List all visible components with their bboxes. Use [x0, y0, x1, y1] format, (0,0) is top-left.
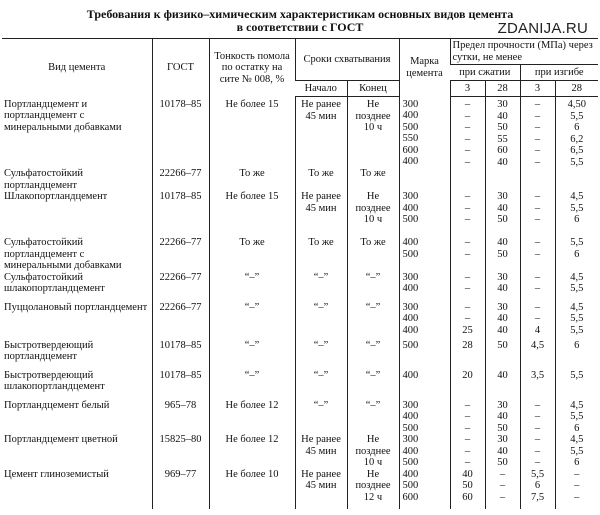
bending-3-cell: 3,5	[520, 370, 555, 400]
bending-28-cell: 4,50 5,5 6 6,2 6,5 5,5	[555, 97, 598, 169]
bending-3-cell: – – –	[520, 400, 555, 435]
grade-cell: 300 400 500	[399, 434, 450, 469]
grade-cell: 500	[399, 340, 450, 370]
gost-cell: 22266–77	[152, 302, 209, 340]
bending-3-cell: – – –	[520, 434, 555, 469]
compression-3-cell: – – –	[450, 191, 485, 237]
table-row	[2, 469, 598, 509]
compression-28-cell: 40 50	[485, 237, 520, 272]
compression-28-cell	[485, 168, 520, 191]
bending-28-cell: 4,5 5,5 6	[555, 191, 598, 237]
fineness-cell: То же	[209, 168, 295, 191]
compression-3-cell: – – –	[450, 434, 485, 469]
compression-28-cell: 50	[485, 340, 520, 370]
cement-type-cell: Быстротвердеющий шлакопортландцемент	[4, 369, 105, 392]
bending-28-cell: 5,5	[555, 370, 598, 400]
grade-cell: 300 400 500	[399, 400, 450, 435]
grade-cell: 300 400	[399, 272, 450, 302]
setting-end-cell: Не позднее 10 ч	[347, 97, 399, 169]
fineness-cell: “–”	[209, 340, 295, 370]
gost-cell: 15825–80	[152, 434, 209, 469]
grade-cell: 300 400 500 550 600 400	[399, 97, 450, 169]
table-row	[2, 191, 598, 237]
cement-type-cell: Сульфатостойкий шлакопортландцемент	[4, 271, 105, 294]
gost-cell: 10178–85	[152, 191, 209, 237]
bending-28-cell: 4,5 5,5 5,5	[555, 302, 598, 340]
cement-type-cell: Пуццолановый портландцемент	[4, 301, 148, 313]
bending-3-cell: – –	[520, 237, 555, 272]
setting-start-cell: То же	[295, 237, 347, 272]
watermark: ZDANIJA.RU	[497, 20, 588, 37]
fineness-cell: То же	[209, 237, 295, 272]
header-setting: Сроки схватывания	[295, 39, 399, 81]
header-bending-28: 28	[555, 81, 598, 97]
bending-3-cell: 5,5 6 7,5	[520, 469, 555, 509]
setting-end-cell: То же	[347, 168, 399, 191]
header-bending-3: 3	[520, 81, 555, 97]
table-row	[2, 168, 598, 191]
setting-end-cell: Не позднее 12 ч	[347, 469, 399, 509]
setting-start-cell: “–”	[295, 340, 347, 370]
compression-3-cell: – –	[450, 237, 485, 272]
grade-cell: 400	[399, 370, 450, 400]
cement-requirements-table	[2, 38, 598, 509]
table-row	[2, 400, 598, 435]
table-row	[2, 237, 598, 272]
gost-cell: 969–77	[152, 469, 209, 509]
header-strength: Предел прочности (МПа) через сутки, не менее	[450, 39, 598, 65]
fineness-cell: Не более 15	[209, 97, 295, 169]
grade-cell: 400 500 600	[399, 469, 450, 509]
grade-cell: 400 500	[399, 237, 450, 272]
gost-cell: 10178–85	[152, 370, 209, 400]
compression-28-cell: – – –	[485, 469, 520, 509]
compression-28-cell: 30 40 50	[485, 400, 520, 435]
compression-28-cell: 30 40	[485, 272, 520, 302]
header-grade: Марка цемента	[399, 39, 450, 97]
table-title-line2: в соответствии с ГОСТ	[236, 20, 364, 34]
compression-3-cell: 20	[450, 370, 485, 400]
fineness-cell: Не более 10	[209, 469, 295, 509]
compression-28-cell: 30 40 50 55 60 40	[485, 97, 520, 169]
bending-28-cell: 5,5 6	[555, 237, 598, 272]
bending-28-cell: 6	[555, 340, 598, 370]
setting-end-cell: “–”	[347, 272, 399, 302]
header-setting-start: Начало	[295, 81, 347, 97]
table-row	[2, 370, 598, 400]
bending-28-cell	[555, 168, 598, 191]
compression-3-cell	[450, 168, 485, 191]
gost-cell: 22266–77	[152, 168, 209, 191]
header-fineness: Тонкость помола по остатку на сите № 008, %	[209, 39, 295, 97]
fineness-cell: “–”	[209, 302, 295, 340]
cement-type-cell: Сульфатостойкий портландцемент с минеральными добавками	[4, 237, 122, 271]
cement-type-cell: Сульфатостойкий портландцемент	[4, 168, 84, 191]
header-compression: при сжатии	[450, 65, 520, 81]
compression-3-cell: 28	[450, 340, 485, 370]
bending-28-cell: 4,5 5,5 6	[555, 434, 598, 469]
compression-28-cell: 30 40 40	[485, 302, 520, 340]
bending-28-cell: 4,5 5,5	[555, 272, 598, 302]
header-gost: ГОСТ	[152, 39, 209, 97]
bending-3-cell: – – – – – –	[520, 97, 555, 169]
setting-start-cell: Не ранее 45 мин	[295, 97, 347, 169]
compression-3-cell: – – – – – –	[450, 97, 485, 169]
bending-28-cell: 4,5 5,5 6	[555, 400, 598, 435]
fineness-cell: Не более 12	[209, 400, 295, 435]
cement-type-cell: Быстротвердеющий портландцемент	[4, 339, 94, 362]
grade-cell	[399, 168, 450, 191]
setting-end-cell: Не позднее 10 ч	[347, 434, 399, 469]
table-row	[2, 302, 598, 340]
fineness-cell: Не более 15	[209, 191, 295, 237]
fineness-cell: Не более 12	[209, 434, 295, 469]
gost-cell: 965–78	[152, 400, 209, 435]
setting-start-cell: Не ранее 45 мин	[295, 434, 347, 469]
setting-start-cell: Не ранее 45 мин	[295, 469, 347, 509]
cement-type-cell: Портландцемент и портландцемент с минеральными добавками	[4, 98, 122, 133]
cement-type-cell: Портландцемент белый	[4, 399, 110, 411]
cement-type-cell: Шлакопортландцемент	[4, 191, 108, 202]
bending-3-cell: 4,5	[520, 340, 555, 370]
table-row	[2, 434, 598, 469]
setting-start-cell: То же	[295, 168, 347, 191]
bending-3-cell: – – 4	[520, 302, 555, 340]
setting-start-cell: “–”	[295, 302, 347, 340]
fineness-cell: “–”	[209, 272, 295, 302]
table-row	[2, 97, 598, 169]
setting-end-cell: “–”	[347, 400, 399, 435]
setting-start-cell: “–”	[295, 400, 347, 435]
compression-3-cell: – – 25	[450, 302, 485, 340]
header-compression-3: 3	[450, 81, 485, 97]
gost-cell: 22266–77	[152, 237, 209, 272]
setting-end-cell: “–”	[347, 340, 399, 370]
bending-3-cell: – –	[520, 272, 555, 302]
gost-cell: 22266–77	[152, 272, 209, 302]
cement-type-cell: Портландцемент цветной	[4, 434, 118, 445]
header-compression-28: 28	[485, 81, 520, 97]
bending-3-cell: – – –	[520, 191, 555, 237]
compression-28-cell: 30 40 50	[485, 191, 520, 237]
setting-end-cell: То же	[347, 237, 399, 272]
setting-end-cell: Не позднее 10 ч	[347, 191, 399, 237]
setting-start-cell: “–”	[295, 370, 347, 400]
gost-cell: 10178–85	[152, 97, 209, 169]
compression-3-cell: – – –	[450, 400, 485, 435]
setting-start-cell: Не ранее 45 мин	[295, 191, 347, 237]
setting-start-cell: “–”	[295, 272, 347, 302]
gost-cell: 10178–85	[152, 340, 209, 370]
compression-3-cell: – –	[450, 272, 485, 302]
fineness-cell: “–”	[209, 370, 295, 400]
cement-type-cell: Цемент глиноземистый	[4, 468, 109, 480]
compression-28-cell: 40	[485, 370, 520, 400]
header-setting-end: Конец	[347, 81, 399, 97]
setting-end-cell: “–”	[347, 370, 399, 400]
header-type: Вид цемента	[2, 39, 152, 97]
bending-28-cell: – – –	[555, 469, 598, 509]
grade-cell: 300 400 400	[399, 302, 450, 340]
table-row	[2, 272, 598, 302]
table-row	[2, 340, 598, 370]
grade-cell: 300 400 500	[399, 191, 450, 237]
header-bending: при изгибе	[520, 65, 598, 81]
compression-3-cell: 40 50 60	[450, 469, 485, 509]
compression-28-cell: 30 40 50	[485, 434, 520, 469]
table-title-line1: Требования к физико–химическим характеристикам основных видов цемента	[86, 7, 514, 21]
setting-end-cell: “–”	[347, 302, 399, 340]
table-body	[2, 97, 598, 509]
bending-3-cell	[520, 168, 555, 191]
